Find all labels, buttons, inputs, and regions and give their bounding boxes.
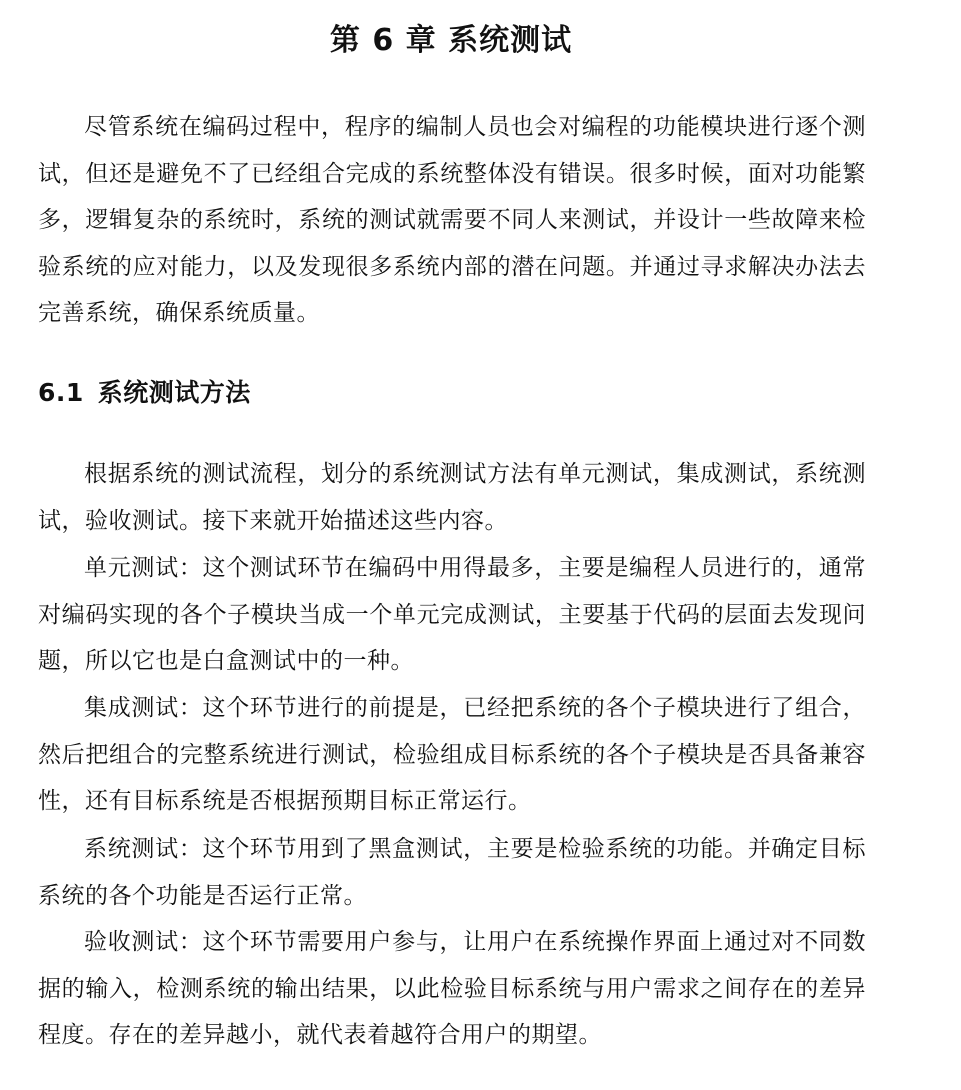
section-heading [38, 373, 251, 413]
unit-test-paragraph: 单元测试：这个测试环节在编码中用得最多，主要是编程人员进行的，通常对编码实现的各个子模块当成一个单元完成测试，主要基于代码的层面去发现问题，所以它也是白盒测试中的一种。 [38, 555, 866, 674]
overview-paragraph: 根据系统的测试流程，划分的系统测试方法有单元测试，集成测试，系统测试，验收测试。接下来就开始描述这些内容。 [38, 461, 866, 534]
intro-paragraph: 尽管系统在编码过程中，程序的编制人员也会对编程的功能模块进行逐个测试，但还是避免不了已经组合完成的系统整体没有错误。很多时候，面对功能繁多，逻辑复杂的系统时，系统的测试就需要不同人来测试，并设计一些故障来检验系统的应对能力，以及发现很多系统内部的潜在问题。并通过寻求解决办法去完善系统，确保系统质量。 [38, 114, 866, 326]
system-test-paragraph: 系统测试：这个环节用到了黑盒测试，主要是检验系统的功能。并确定目标系统的各个功能是否运行正常。 [38, 836, 866, 909]
integration-test-paragraph: 集成测试：这个环节进行的前提是，已经把系统的各个子模块进行了组合，然后把组合的完整系统进行测试，检验组成目标系统的各个子模块是否具备兼容性，还有目标系统是否根据预期目标正常运行。 [38, 695, 866, 814]
chapter-title: 第 6 章 系统测试 [329, 23, 573, 58]
section-number: 6.1 [38, 378, 84, 407]
section-title: 系统测试方法 [97, 378, 251, 407]
acceptance-test-paragraph: 验收测试：这个环节需要用户参与，让用户在系统操作界面上通过对不同数据的输入，检测系统的输出结果，以此检验目标系统与用户需求之间存在的差异程度。存在的差异越小，就代表着越符合用户的期望。 [38, 929, 866, 1048]
